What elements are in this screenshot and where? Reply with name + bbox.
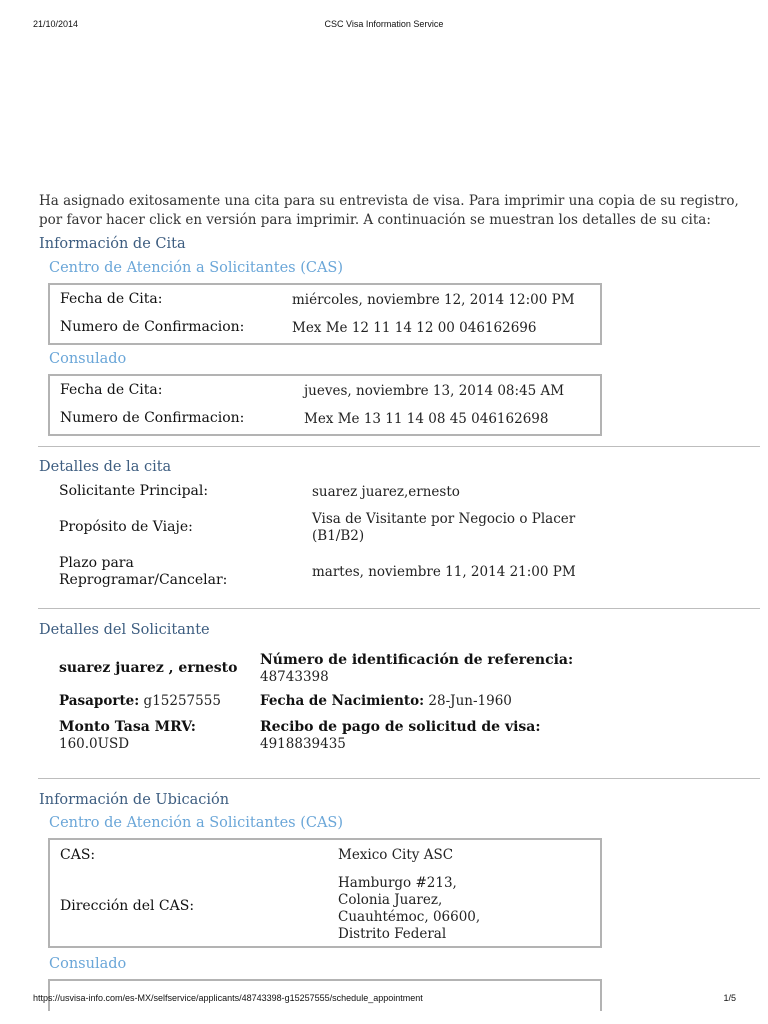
cas-fecha-value: miércoles, noviembre 12, 2014 12:00 PM (292, 292, 575, 308)
pasaporte-value: g15257555 (143, 693, 221, 709)
nacimiento-label: Fecha de Nacimiento: (260, 693, 425, 709)
nacimiento-row (260, 693, 512, 710)
cas-address-value (338, 875, 480, 943)
print-page-number: 1/5 (723, 993, 736, 1003)
divider (38, 608, 760, 609)
recibo-value: 4918839435 (260, 736, 346, 752)
plazo-value: martes, noviembre 11, 2014 21:00 PM (312, 564, 576, 580)
solicitante-principal-label: Solicitante Principal: (59, 483, 209, 499)
plazo-label-line1: Plazo para (59, 555, 134, 571)
print-title: CSC Visa Information Service (324, 19, 444, 29)
cas-address-label: Dirección del CAS: (60, 898, 195, 914)
proposito-value: Visa de Visitante por Negocio o Placer (B1/B2) (312, 511, 576, 544)
plazo-label-line2: Reprogramar/Cancelar: (59, 572, 228, 588)
nacimiento-value: 28-Jun-1960 (428, 693, 512, 709)
solicitante-principal-value: suarez juarez,ernesto (312, 484, 460, 500)
print-date: 21/10/2014 (33, 19, 79, 29)
section-heading-detalles-cita: Detalles de la cita (39, 459, 172, 475)
section-heading-solicitante: Detalles del Solicitante (39, 622, 210, 638)
consulado-conf-value: Mex Me 13 11 14 08 45 046162698 (304, 411, 549, 427)
pasaporte-label: Pasaporte: (59, 693, 140, 709)
cas-address-line: Colonia Juarez, (338, 892, 443, 908)
consulado-fecha-label: Fecha de Cita: (60, 382, 163, 398)
subheading-ubicacion-consulado: Consulado (49, 956, 127, 972)
section-heading-cita: Información de Cita (39, 236, 186, 252)
pasaporte-row (59, 693, 221, 710)
section-heading-ubicacion: Información de Ubicación (39, 792, 230, 808)
subheading-cas: Centro de Atención a Solicitantes (CAS) (49, 260, 344, 276)
consulado-appointment-box (48, 374, 602, 436)
intro-text: Ha asignado exitosamente una cita para su entrevista de visa. Para imprimir una copia de su registro, por favor hacer click en versión para imprimir. A continuación se muestran los detalles de su cita: (39, 193, 739, 228)
tasa-label: Monto Tasa MRV: (59, 719, 196, 735)
proposito-label: Propósito de Viaje: (59, 519, 193, 535)
cas-name-label: CAS: (60, 847, 96, 863)
cas-conf-value: Mex Me 12 11 14 12 00 046162696 (292, 320, 537, 336)
print-header (0, 19, 768, 33)
ref-label: Número de identificación de referencia: (260, 652, 574, 668)
print-url: https://usvisa-info.com/es-MX/selfservice/applicants/48743398-g15257555/schedule_appointment (33, 993, 423, 1003)
subheading-consulado: Consulado (49, 351, 127, 367)
cas-appointment-box (48, 283, 602, 345)
cas-address-line: Distrito Federal (338, 926, 447, 942)
applicant-name: suarez juarez , ernesto (59, 660, 238, 676)
cas-address-line: Hamburgo #213, (338, 875, 457, 891)
divider (38, 446, 760, 447)
tasa-value: 160.0USD (59, 736, 130, 752)
consulado-conf-label: Numero de Confirmacion: (60, 410, 245, 426)
cas-address-line: Cuauhtémoc, 06600, (338, 909, 481, 925)
divider (38, 778, 760, 779)
ref-value: 48743398 (260, 669, 329, 685)
subheading-ubicacion-cas: Centro de Atención a Solicitantes (CAS) (49, 815, 344, 831)
consulado-fecha-value: jueves, noviembre 13, 2014 08:45 AM (304, 383, 565, 399)
cas-conf-label: Numero de Confirmacion: (60, 319, 245, 335)
cas-location-box (48, 838, 602, 948)
cas-name-value: Mexico City ASC (338, 847, 454, 863)
print-footer (0, 993, 768, 1007)
cas-fecha-label: Fecha de Cita: (60, 291, 163, 307)
recibo-label: Recibo de pago de solicitud de visa: (260, 719, 541, 735)
